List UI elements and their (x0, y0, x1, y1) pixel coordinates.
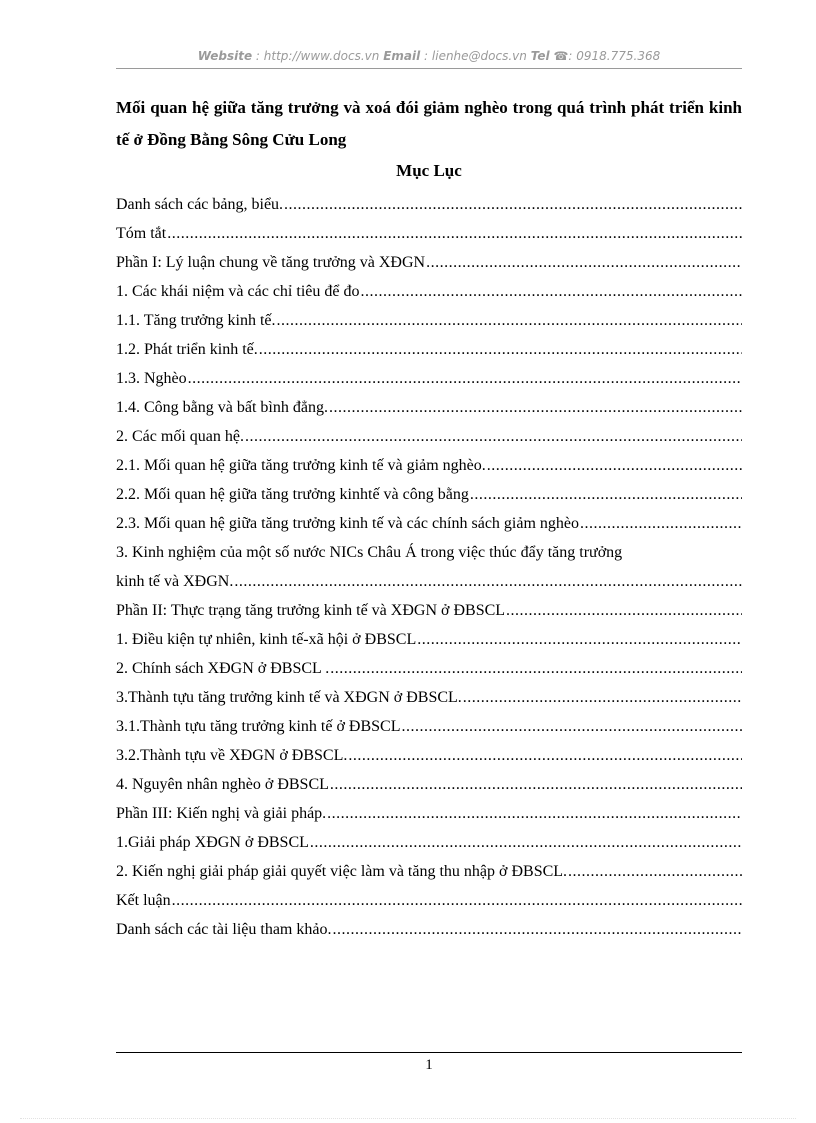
toc-entry-label: 3.2.Thành tựu về XĐGN ở ĐBSCL. (116, 747, 348, 764)
toc-entry-label: 1.2. Phát triển kinh tế. (116, 341, 258, 358)
toc-entry[interactable] (116, 480, 742, 509)
email-value: : lienhe@docs.vn (424, 49, 527, 63)
dot-leader (284, 190, 742, 219)
toc-entry[interactable] (116, 393, 742, 422)
toc-entry-label: 3.1.Thành tựu tăng trưởng kinh tế ở ĐBSCL (116, 718, 401, 735)
dot-leader (167, 219, 742, 248)
toc-entry[interactable] (116, 799, 742, 828)
toc-entry[interactable] (116, 538, 742, 567)
toc-entry[interactable] (116, 277, 742, 306)
toc-entry-label: 1.1. Tăng trưởng kinh tế. (116, 312, 276, 329)
dot-leader (245, 422, 742, 451)
dot-leader (401, 712, 742, 741)
toc-entry[interactable] (116, 219, 742, 248)
toc-entry-label: 2.1. Mối quan hệ giữa tăng trưởng kinh tế và giảm nghèo. (116, 457, 486, 474)
dot-leader (172, 886, 742, 915)
email-label: Email (383, 49, 421, 63)
toc-entry-label: 3. Kinh nghiệm của một số nước NICs Châu Á trong việc thúc đẩy tăng trưởng (116, 544, 623, 561)
toc-entry[interactable] (116, 886, 742, 915)
toc-entry[interactable] (116, 364, 742, 393)
toc-entry-label: 1.Giải pháp XĐGN ở ĐBSCL (116, 834, 309, 851)
tel-value: : 0918.775.368 (568, 49, 661, 63)
dot-leader (426, 248, 742, 277)
dot-leader (332, 915, 742, 944)
dot-leader (327, 799, 742, 828)
website-value: : http://www.docs.vn (255, 49, 380, 63)
document-title: Mối quan hệ giữa tăng trưởng và xoá đói giảm nghèo trong quá trình phát triển kinh tế ở Đồng Bằng Sông Cửu Long (116, 98, 742, 149)
toc-entry-label: 1.3. Nghèo (116, 370, 187, 387)
dot-leader (470, 480, 742, 509)
dot-leader (259, 335, 742, 364)
toc-entry-label: 1.4. Công bằng và bất bình đẳng. (116, 399, 328, 416)
table-of-contents (116, 190, 742, 944)
toc-entry-label: kinh tế và XĐGN. (116, 573, 234, 590)
dot-leader (310, 828, 742, 857)
dot-leader (463, 683, 742, 712)
toc-entry-label: Phần I: Lý luận chung về tăng trưởng và XĐGN (116, 254, 426, 271)
toc-entry[interactable] (116, 625, 742, 654)
toc-entry-label: Danh sách các tài liệu tham khảo. (116, 921, 332, 938)
toc-entry[interactable] (116, 712, 742, 741)
toc-entry[interactable] (116, 509, 742, 538)
toc-entry-label: 1. Điều kiện tự nhiên, kinh tế-xã hội ở ĐBSCL (116, 631, 417, 648)
toc-entry-label: 2.3. Mối quan hệ giữa tăng trưởng kinh tế và các chính sách giảm nghèo (116, 515, 580, 532)
toc-entry-label: Phần III: Kiến nghị và giải pháp. (116, 805, 327, 822)
toc-entry[interactable] (116, 422, 742, 451)
toc-entry[interactable] (116, 248, 742, 277)
dot-leader (330, 770, 742, 799)
toc-entry-continuation[interactable] (116, 567, 742, 596)
toc-entry-label: 3.Thành tựu tăng trưởng kinh tế và XĐGN ở ĐBSCL. (116, 689, 462, 706)
website-label: Website (197, 49, 253, 63)
toc-entry[interactable] (116, 828, 742, 857)
toc-entry-label: Kết luận (116, 892, 171, 909)
dot-leader (188, 364, 742, 393)
tel-label: Tel (530, 49, 550, 63)
toc-entry-label: 2. Kiến nghị giải pháp giải quyết việc làm và tăng thu nhập ở ĐBSCL. (116, 863, 568, 880)
toc-entry[interactable] (116, 654, 742, 683)
toc-entry[interactable] (116, 857, 742, 886)
toc-entry[interactable] (116, 190, 742, 219)
toc-entry[interactable] (116, 741, 742, 770)
dot-leader (329, 393, 742, 422)
dot-leader (580, 509, 742, 538)
toc-entry-label: 2. Các mối quan hệ. (116, 428, 244, 445)
footer-divider (116, 1052, 742, 1053)
toc-entry[interactable] (116, 306, 742, 335)
page-bottom-border (20, 1118, 796, 1119)
toc-entry-label: Tóm tắt (116, 225, 167, 242)
phone-icon: ☎ (553, 49, 569, 63)
dot-leader (506, 596, 742, 625)
toc-entry[interactable] (116, 683, 742, 712)
page-number: 1 (425, 1057, 433, 1073)
toc-entry-label: 4. Nguyên nhân nghèo ở ĐBSCL (116, 776, 329, 793)
page-header (116, 46, 742, 69)
toc-entry-label: Danh sách các bảng, biểu. (116, 196, 284, 213)
toc-heading: Mục Lục (396, 161, 462, 180)
dot-leader (360, 277, 742, 306)
dot-leader (276, 306, 742, 335)
toc-entry[interactable] (116, 596, 742, 625)
toc-entry[interactable] (116, 915, 742, 944)
toc-entry[interactable] (116, 451, 742, 480)
toc-entry[interactable] (116, 770, 742, 799)
dot-leader (568, 857, 742, 886)
dot-leader (348, 741, 742, 770)
dot-leader (234, 567, 742, 596)
toc-entry-label: 2.2. Mối quan hệ giữa tăng trưởng kinhtế và công bằng (116, 486, 469, 503)
toc-entry-label: 1. Các khái niệm và các chỉ tiêu để đo (116, 283, 360, 300)
toc-entry-label: 2. Chính sách XĐGN ở ĐBSCL . (116, 660, 330, 677)
dot-leader (487, 451, 742, 480)
toc-entry-label: Phần II: Thực trạng tăng trưởng kinh tế và XĐGN ở ĐBSCL (116, 602, 506, 619)
dot-leader (330, 654, 742, 683)
toc-entry[interactable] (116, 335, 742, 364)
dot-leader (417, 625, 742, 654)
